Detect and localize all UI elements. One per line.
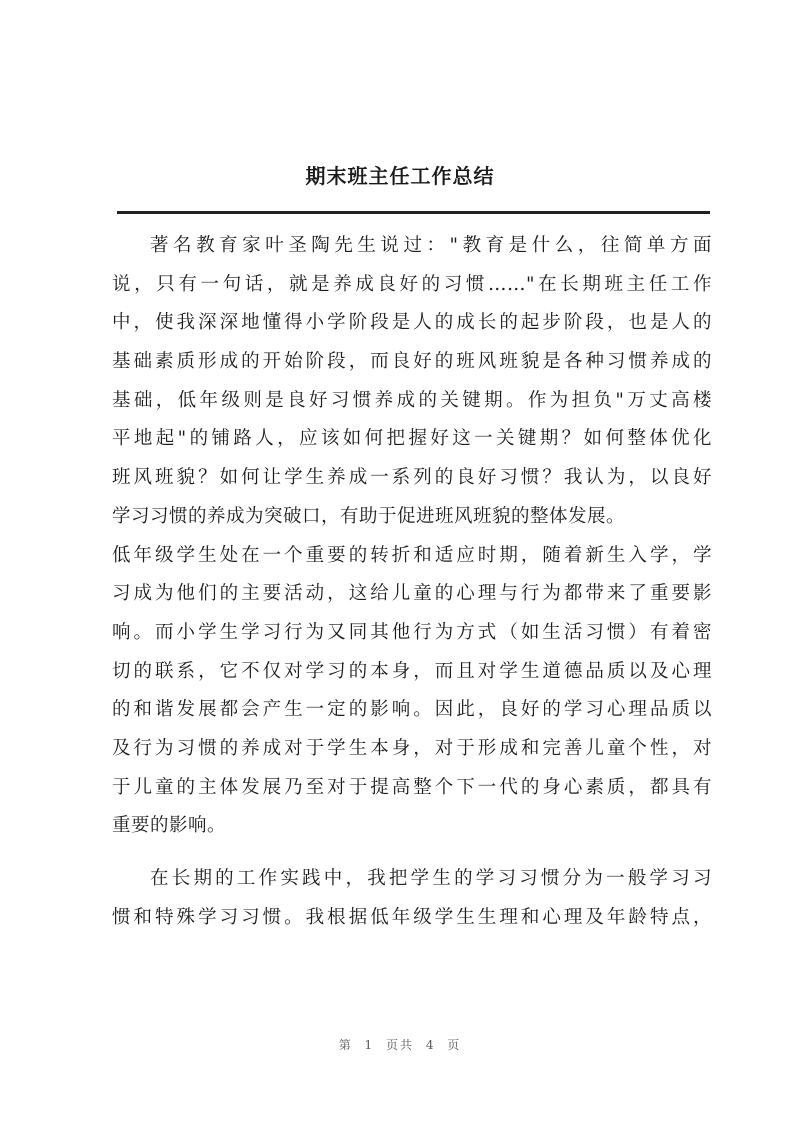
paragraph-line: 著名教育家叶圣陶先生说过："教育是什么，往简单方面 [150, 235, 712, 256]
paragraph-line: 学习习惯的养成为突破口，有助于促进班风班貌的整体发展。 [112, 505, 626, 527]
paragraph-line: 平地起"的铺路人，应该如何把握好这一关键期？如何整体优化 [112, 428, 712, 450]
document-title: 期末班主任工作总结 [305, 164, 495, 188]
title-underline [117, 211, 710, 214]
paragraph-gap [112, 846, 712, 860]
paragraph-line: 重要的影响。 [112, 815, 227, 837]
paragraph-line: 中，使我深深地懂得小学阶段是人的成长的起步阶段，也是人的 [112, 312, 712, 334]
paragraph-line: 的和谐发展都会产生一定的影响。因此，良好的学习心理品质以 [112, 699, 712, 721]
paragraph-line: 于儿童的主体发展乃至对于提高整个下一代的身心素质，都具有 [112, 776, 712, 798]
paragraph-line: 基础，低年级则是良好习惯养成的关键期。作为担负"万丈高楼 [112, 389, 712, 411]
paragraph-line: 低年级学生处在一个重要的转折和适应时期，随着新生入学，学 [112, 544, 712, 566]
document-body [112, 227, 712, 937]
paragraph-line: 及行为习惯的养成对于学生本身，对于形成和完善儿童个性，对 [112, 737, 712, 759]
paragraph-line: 班风班貌？如何让学生养成一系列的良好习惯？我认为，以良好 [112, 467, 712, 489]
page-number-footer: 第 1 页共 4 页 [338, 1038, 462, 1052]
paragraph-line: 习成为他们的主要活动，这给儿童的心理与行为都带来了重要影 [112, 583, 712, 605]
paragraph-line: 响。而小学生学习行为又同其他行为方式（如生活习惯）有着密 [112, 621, 712, 643]
paragraph-line: 在长期的工作实践中，我把学生的学习习惯分为一般学习习 [150, 868, 712, 889]
paragraph-line: 基础素质形成的开始阶段，而良好的班风班貌是各种习惯养成的 [112, 351, 712, 373]
paragraph-line: 切的联系，它不仅对学习的本身，而且对学生道德品质以及心理 [112, 660, 712, 682]
paragraph-line: 说，只有一句话，就是养成良好的习惯……"在长期班主任工作 [112, 273, 712, 295]
paragraph-line: 惯和特殊学习习惯。我根据低年级学生生理和心理及年龄特点， [112, 906, 712, 928]
